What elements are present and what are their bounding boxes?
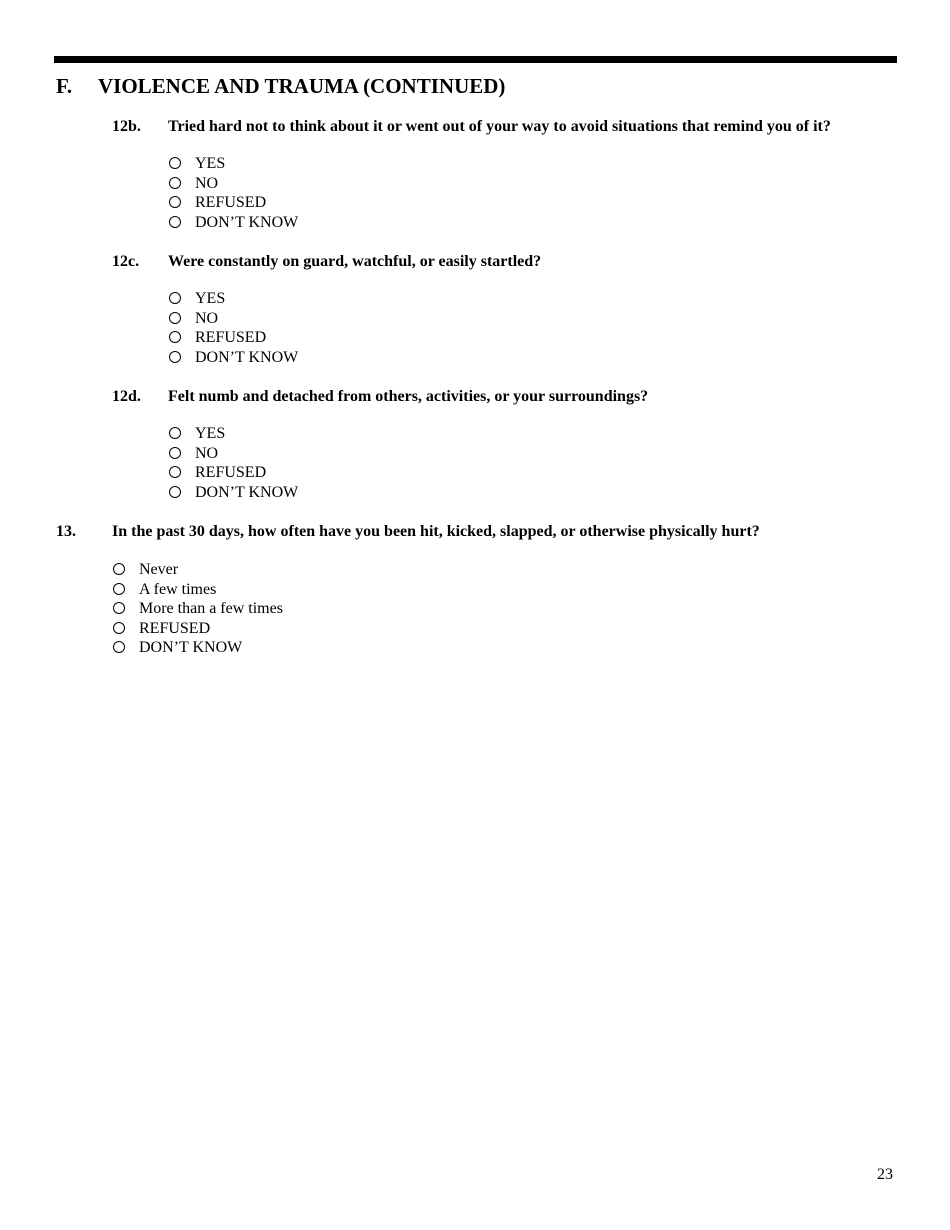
option-yes[interactable] <box>168 289 298 309</box>
question-number: 12d. <box>112 388 141 405</box>
option-label: REFUSED <box>195 329 267 347</box>
header-rule <box>54 56 897 63</box>
options-12b <box>168 154 298 232</box>
question-text: Were constantly on guard, watchful, or easily startled? <box>168 253 542 270</box>
radio-icon[interactable] <box>169 196 181 208</box>
options-12d <box>168 424 298 502</box>
question-text: In the past 30 days, how often have you been hit, kicked, slapped, or otherwise physically hurt? <box>112 523 760 540</box>
option-dont-know[interactable] <box>168 483 298 503</box>
radio-icon[interactable] <box>169 177 181 189</box>
option-label: DON’T KNOW <box>139 639 243 657</box>
radio-icon[interactable] <box>113 563 125 575</box>
radio-icon[interactable] <box>113 602 125 614</box>
option-refused[interactable] <box>168 193 298 213</box>
option-label: Never <box>139 561 179 578</box>
options-12c <box>168 289 298 367</box>
option-label: YES <box>195 155 226 172</box>
option-label: A few times <box>139 580 217 598</box>
radio-icon[interactable] <box>113 622 125 634</box>
option-more-than-a-few-times[interactable] <box>112 599 283 619</box>
options-13 <box>112 560 283 658</box>
page-number: 23 <box>877 1166 893 1183</box>
option-dont-know[interactable] <box>168 348 298 368</box>
option-no[interactable] <box>168 444 298 464</box>
radio-icon[interactable] <box>169 216 181 228</box>
section-title: VIOLENCE AND TRAUMA (CONTINUED) <box>98 74 506 98</box>
radio-icon[interactable] <box>169 466 181 478</box>
option-label: DON’T KNOW <box>195 483 299 501</box>
radio-icon[interactable] <box>113 583 125 595</box>
radio-icon[interactable] <box>169 486 181 498</box>
option-yes[interactable] <box>168 424 298 444</box>
option-no[interactable] <box>168 174 298 194</box>
radio-icon[interactable] <box>169 427 181 439</box>
option-dont-know[interactable] <box>168 213 298 233</box>
option-dont-know[interactable] <box>112 638 283 658</box>
option-no[interactable] <box>168 309 298 329</box>
option-label: DON’T KNOW <box>195 213 299 231</box>
option-refused[interactable] <box>168 328 298 348</box>
option-label: More than a few times <box>139 600 283 618</box>
option-label: YES <box>195 425 226 442</box>
section-heading <box>56 72 505 100</box>
radio-icon[interactable] <box>169 292 181 304</box>
option-yes[interactable] <box>168 154 298 174</box>
option-label: NO <box>195 174 219 192</box>
radio-icon[interactable] <box>169 312 181 324</box>
radio-icon[interactable] <box>169 351 181 363</box>
option-label: YES <box>195 290 226 307</box>
option-label: REFUSED <box>195 464 267 482</box>
option-label: DON’T KNOW <box>195 348 299 366</box>
option-refused[interactable] <box>168 463 298 483</box>
option-label: REFUSED <box>139 619 211 637</box>
radio-icon[interactable] <box>169 331 181 343</box>
option-refused[interactable] <box>112 619 283 639</box>
question-text: Felt numb and detached from others, activities, or your surroundings? <box>168 388 649 405</box>
option-a-few-times[interactable] <box>112 580 283 600</box>
question-number: 12b. <box>112 118 141 135</box>
question-number: 12c. <box>112 253 140 270</box>
option-label: NO <box>195 309 219 327</box>
option-never[interactable] <box>112 560 283 580</box>
radio-icon[interactable] <box>169 447 181 459</box>
section-letter: F. <box>56 74 73 98</box>
option-label: REFUSED <box>195 194 267 212</box>
radio-icon[interactable] <box>169 157 181 169</box>
option-label: NO <box>195 444 219 462</box>
question-text: Tried hard not to think about it or went out of your way to avoid situations that remind you of it? <box>168 118 831 135</box>
radio-icon[interactable] <box>113 641 125 653</box>
question-number: 13. <box>56 523 76 540</box>
